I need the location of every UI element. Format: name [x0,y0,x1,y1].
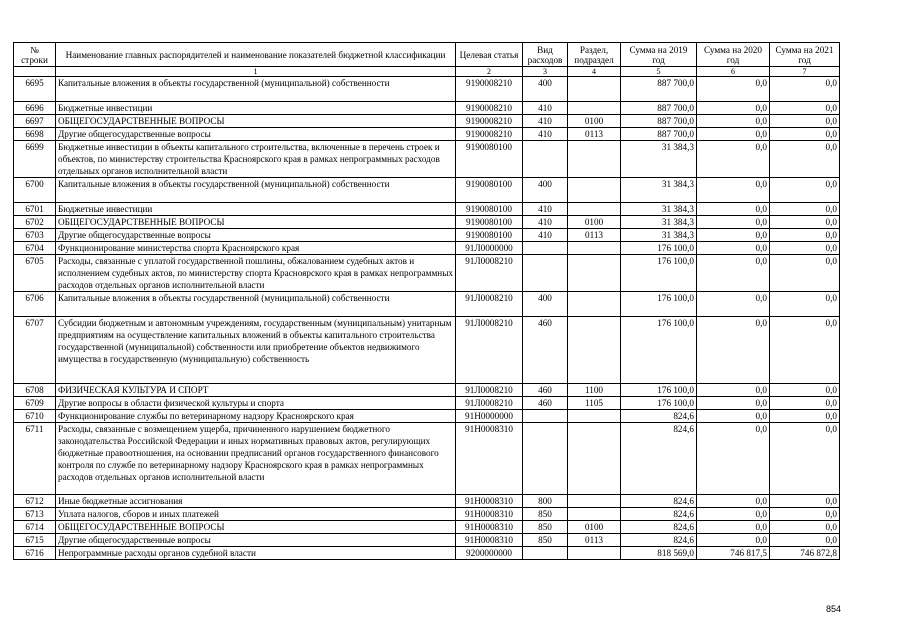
row-name: Бюджетные инвестиции [56,203,456,216]
row-name: Бюджетные инвестиции в объекты капитального строительства, включенные в перечень строек и объектов, по министерству строительства Красноярского края в рамках непрограммных расходов отдельных органов исполнительной власти [56,141,456,178]
table-row [14,508,840,521]
row-name: Субсидии бюджетным и автономным учреждениям, государственным (муниципальным) унитарным предприятиям на осуществление капитальных вложений в объекты капитального строительства государственной (муниципальной) собственности или приобретение объектов недвижимого имущества в государственную (муниципальную) собственность [56,317,456,384]
row-sum-2020: 746 817,5 [697,547,770,560]
row-number: 6708 [14,384,56,397]
row-name: Другие общегосударственные вопросы [56,128,456,141]
table-row [14,128,840,141]
row-sum-2021: 0,0 [770,102,840,115]
row-sum-2020: 0,0 [697,397,770,410]
row-section [568,178,621,203]
row-number: 6711 [14,423,56,495]
row-sum-2019: 31 384,3 [621,229,697,242]
row-sum-2019: 887 700,0 [621,77,697,102]
row-target-article: 91Н0008310 [456,521,523,534]
row-section [568,242,621,255]
row-name: Расходы, связанные с уплатой государственной пошлины, обжалованием судебных актов и исполнением судебных актов, по министерству спорта Красноярского края в рамках непрограммных расходов отдельных органов исполнительной власти [56,255,456,292]
table-row [14,141,840,178]
row-target-article: 91Н0000000 [456,410,523,423]
row-sum-2020: 0,0 [697,423,770,495]
table-row [14,178,840,203]
row-expense-type [523,547,568,560]
row-section [568,292,621,317]
row-sum-2020: 0,0 [697,495,770,508]
row-sum-2020: 0,0 [697,384,770,397]
row-section [568,547,621,560]
row-expense-type [523,255,568,292]
row-sum-2021: 0,0 [770,317,840,384]
column-number-4: 4 [568,67,621,77]
table-row [14,216,840,229]
table-row [14,410,840,423]
budget-table [13,42,840,560]
row-sum-2019: 824,6 [621,534,697,547]
row-sum-2019: 887 700,0 [621,115,697,128]
table-row [14,521,840,534]
row-sum-2021: 0,0 [770,115,840,128]
row-sum-2019: 31 384,3 [621,141,697,178]
row-sum-2021: 0,0 [770,495,840,508]
row-section [568,77,621,102]
column-number-2: 2 [456,67,523,77]
header-section: Раздел, подраздел [568,43,621,67]
row-section [568,410,621,423]
row-target-article: 9190008210 [456,115,523,128]
row-sum-2019: 887 700,0 [621,102,697,115]
header-row-number: № строки [14,43,56,67]
column-number-row [14,67,840,77]
row-sum-2021: 0,0 [770,397,840,410]
row-expense-type: 850 [523,534,568,547]
row-sum-2019: 176 100,0 [621,317,697,384]
table-row [14,547,840,560]
row-expense-type [523,141,568,178]
row-sum-2020: 0,0 [697,242,770,255]
table-row [14,292,840,317]
row-target-article: 9190080100 [456,178,523,203]
row-sum-2020: 0,0 [697,255,770,292]
row-sum-2019: 824,6 [621,521,697,534]
row-sum-2021: 0,0 [770,508,840,521]
row-sum-2021: 0,0 [770,255,840,292]
row-expense-type: 800 [523,495,568,508]
table-row [14,77,840,102]
row-target-article: 91Л0000000 [456,242,523,255]
table-row [14,423,840,495]
table-row [14,495,840,508]
row-name: Бюджетные инвестиции [56,102,456,115]
row-name: Иные бюджетные ассигнования [56,495,456,508]
row-sum-2019: 824,6 [621,410,697,423]
row-target-article: 9200000000 [456,547,523,560]
row-sum-2021: 0,0 [770,77,840,102]
table-body [14,77,840,560]
row-number: 6712 [14,495,56,508]
row-name: ОБЩЕГОСУДАРСТВЕННЫЕ ВОПРОСЫ [56,521,456,534]
row-target-article: 9190008210 [456,128,523,141]
row-target-article: 91Н0008310 [456,423,523,495]
row-number: 6696 [14,102,56,115]
row-target-article: 9190080100 [456,141,523,178]
row-sum-2021: 0,0 [770,128,840,141]
table-row [14,255,840,292]
row-sum-2021: 0,0 [770,423,840,495]
row-name: Уплата налогов, сборов и иных платежей [56,508,456,521]
row-sum-2019: 824,6 [621,508,697,521]
row-expense-type: 410 [523,102,568,115]
row-section: 0113 [568,229,621,242]
row-section [568,317,621,384]
header-sum-2020: Сумма на 2020 год [697,43,770,67]
row-sum-2020: 0,0 [697,508,770,521]
row-name: Капитальные вложения в объекты государственной (муниципальной) собственности [56,178,456,203]
table-row [14,115,840,128]
row-sum-2021: 0,0 [770,292,840,317]
header-sum-2021: Сумма на 2021 год [770,43,840,67]
row-section [568,495,621,508]
header-expense-type: Вид расходов [523,43,568,67]
row-sum-2020: 0,0 [697,410,770,423]
row-section [568,255,621,292]
row-sum-2020: 0,0 [697,203,770,216]
row-section [568,423,621,495]
row-section [568,102,621,115]
row-section: 0100 [568,216,621,229]
row-target-article: 91Л0008210 [456,397,523,410]
header-target-article: Целевая статья [456,43,523,67]
row-sum-2020: 0,0 [697,216,770,229]
row-expense-type: 850 [523,521,568,534]
row-sum-2019: 31 384,3 [621,203,697,216]
row-name: Капитальные вложения в объекты государственной (муниципальной) собственности [56,292,456,317]
row-number: 6699 [14,141,56,178]
column-number-1: 1 [56,67,456,77]
row-expense-type: 460 [523,384,568,397]
column-number-7: 7 [770,67,840,77]
table-row [14,397,840,410]
row-name: Другие вопросы в области физической культуры и спорта [56,397,456,410]
row-expense-type: 460 [523,397,568,410]
row-sum-2021: 0,0 [770,534,840,547]
row-name: Другие общегосударственные вопросы [56,534,456,547]
row-expense-type: 400 [523,292,568,317]
row-expense-type: 400 [523,77,568,102]
row-sum-2021: 0,0 [770,141,840,178]
row-section: 0113 [568,128,621,141]
row-number: 6706 [14,292,56,317]
row-expense-type [523,242,568,255]
row-section: 0100 [568,521,621,534]
row-sum-2021: 0,0 [770,229,840,242]
row-number: 6713 [14,508,56,521]
row-expense-type [523,423,568,495]
row-sum-2019: 31 384,3 [621,216,697,229]
row-number: 6700 [14,178,56,203]
table-row [14,229,840,242]
row-expense-type [523,410,568,423]
row-sum-2020: 0,0 [697,317,770,384]
row-target-article: 91Л0008210 [456,255,523,292]
table-row [14,203,840,216]
row-sum-2019: 824,6 [621,495,697,508]
row-name: ОБЩЕГОСУДАРСТВЕННЫЕ ВОПРОСЫ [56,216,456,229]
row-number: 6705 [14,255,56,292]
row-sum-2019: 176 100,0 [621,255,697,292]
header-name: Наименование главных распорядителей и наименование показателей бюджетной классификации [56,43,456,67]
row-number: 6714 [14,521,56,534]
row-sum-2020: 0,0 [697,141,770,178]
row-sum-2020: 0,0 [697,534,770,547]
header-row [14,43,840,67]
row-expense-type: 410 [523,203,568,216]
row-target-article: 91Н0008310 [456,534,523,547]
row-sum-2019: 176 100,0 [621,384,697,397]
table-row [14,317,840,384]
row-sum-2020: 0,0 [697,77,770,102]
row-sum-2021: 0,0 [770,203,840,216]
row-section [568,508,621,521]
row-section [568,141,621,178]
column-number-5: 5 [621,67,697,77]
table-row [14,242,840,255]
table-row [14,102,840,115]
row-target-article: 9190080100 [456,216,523,229]
row-number: 6715 [14,534,56,547]
row-sum-2019: 818 569,0 [621,547,697,560]
row-section [568,203,621,216]
row-number: 6709 [14,397,56,410]
row-name: Функционирование министерства спорта Красноярского края [56,242,456,255]
row-sum-2019: 887 700,0 [621,128,697,141]
row-sum-2021: 746 872,8 [770,547,840,560]
row-target-article: 91Н0008310 [456,508,523,521]
row-name: Капитальные вложения в объекты государственной (муниципальной) собственности [56,77,456,102]
row-sum-2021: 0,0 [770,521,840,534]
row-sum-2020: 0,0 [697,521,770,534]
row-sum-2019: 176 100,0 [621,292,697,317]
row-number: 6716 [14,547,56,560]
row-expense-type: 460 [523,317,568,384]
row-number: 6697 [14,115,56,128]
row-section: 0100 [568,115,621,128]
row-name: ФИЗИЧЕСКАЯ КУЛЬТУРА И СПОРТ [56,384,456,397]
row-sum-2021: 0,0 [770,242,840,255]
row-sum-2019: 31 384,3 [621,178,697,203]
row-number: 6707 [14,317,56,384]
row-target-article: 9190080100 [456,229,523,242]
row-expense-type: 850 [523,508,568,521]
row-sum-2021: 0,0 [770,216,840,229]
row-number: 6698 [14,128,56,141]
row-target-article: 9190008210 [456,77,523,102]
row-target-article: 91Л0008210 [456,384,523,397]
row-sum-2019: 176 100,0 [621,242,697,255]
row-number: 6703 [14,229,56,242]
row-number: 6695 [14,77,56,102]
table-row [14,384,840,397]
row-number: 6710 [14,410,56,423]
row-sum-2020: 0,0 [697,292,770,317]
row-name: ОБЩЕГОСУДАРСТВЕННЫЕ ВОПРОСЫ [56,115,456,128]
row-name: Непрограммные расходы органов судебной власти [56,547,456,560]
row-name: Другие общегосударственные вопросы [56,229,456,242]
row-name: Функционирование службы по ветеринарному надзору Красноярского края [56,410,456,423]
row-section: 1100 [568,384,621,397]
row-target-article: 91Л0008210 [456,292,523,317]
row-expense-type: 410 [523,115,568,128]
header-sum-2019: Сумма на 2019 год [621,43,697,67]
row-number: 6702 [14,216,56,229]
row-expense-type: 410 [523,229,568,242]
row-expense-type: 410 [523,128,568,141]
row-section: 1105 [568,397,621,410]
row-sum-2021: 0,0 [770,384,840,397]
row-expense-type: 400 [523,178,568,203]
row-expense-type: 410 [523,216,568,229]
row-sum-2020: 0,0 [697,102,770,115]
row-target-article: 91Л0008210 [456,317,523,384]
row-target-article: 9190080100 [456,203,523,216]
row-sum-2019: 176 100,0 [621,397,697,410]
page-number: 854 [826,604,842,614]
row-number: 6701 [14,203,56,216]
table-row [14,534,840,547]
row-name: Расходы, связанные с возмещением ущерба, причиненного нарушением бюджетного законодательства Российской Федерации и иных нормативных правовых актов, регулирующих бюджетные правоотношения, на основании предписаний органов государственного финансового контроля по службе по ветеринарному надзору Красноярского края в рамках непрограммных расходов отдельных органов исполнительной власти [56,423,456,495]
row-sum-2021: 0,0 [770,410,840,423]
row-sum-2019: 824,6 [621,423,697,495]
row-sum-2021: 0,0 [770,178,840,203]
row-sum-2020: 0,0 [697,128,770,141]
column-number-3: 3 [523,67,568,77]
row-sum-2020: 0,0 [697,178,770,203]
row-number: 6704 [14,242,56,255]
row-sum-2020: 0,0 [697,229,770,242]
column-number-6: 6 [697,67,770,77]
row-target-article: 91Н0008310 [456,495,523,508]
row-target-article: 9190008210 [456,102,523,115]
row-section: 0113 [568,534,621,547]
column-number-empty [14,67,56,77]
row-sum-2020: 0,0 [697,115,770,128]
